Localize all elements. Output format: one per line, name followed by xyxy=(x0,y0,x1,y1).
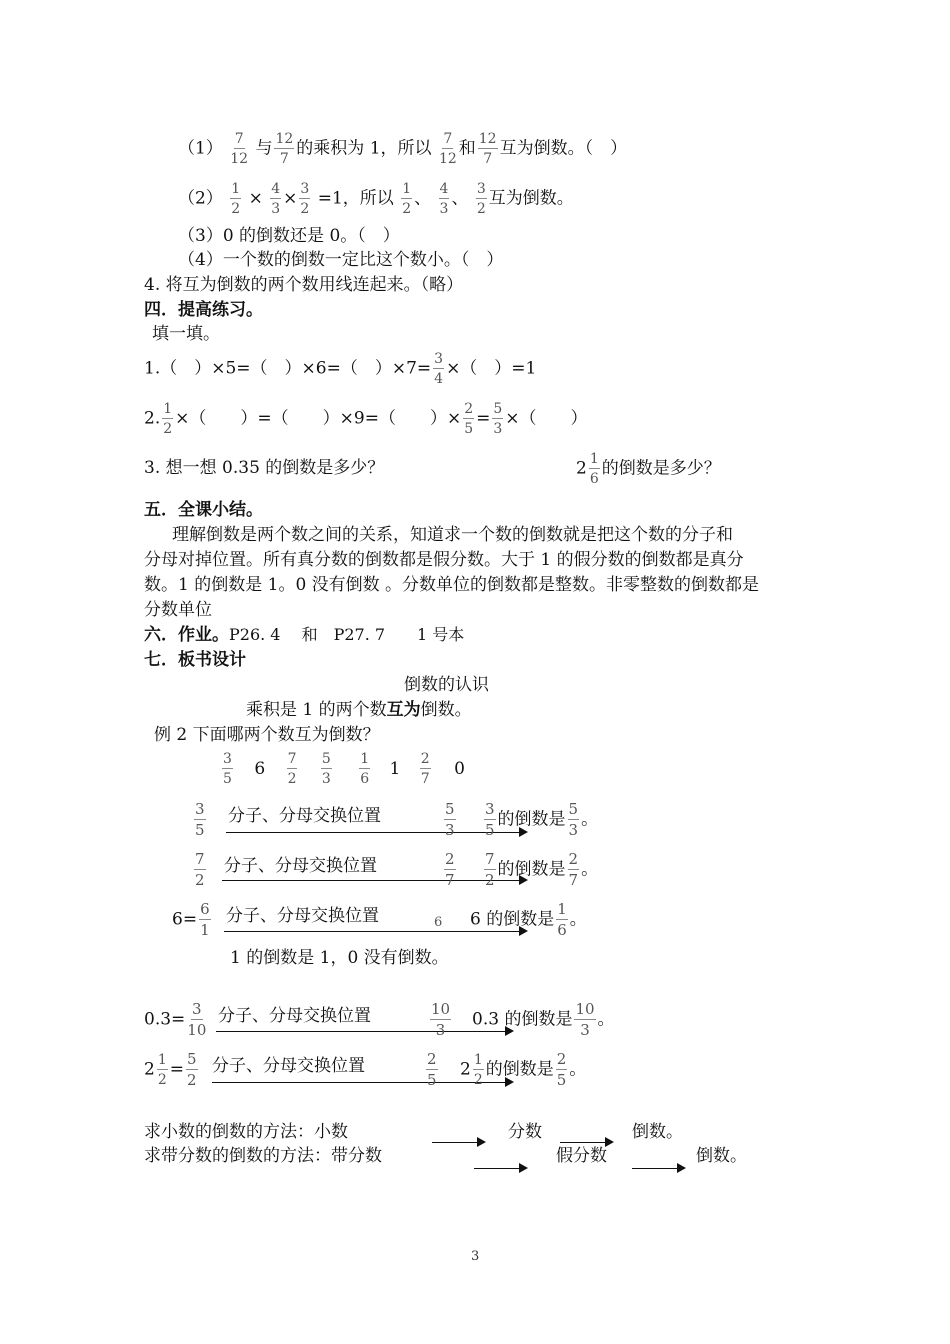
row2-from: $\frac{7}{2}$ xyxy=(195,850,205,889)
section6 xyxy=(144,627,464,644)
practice-3a: 3. 想一想 0.35 的倒数是多少？ xyxy=(144,458,385,478)
example-2: 例 2 下面哪两个数互为倒数？ xyxy=(154,725,380,745)
fill-instruction: 填一填。 xyxy=(152,324,220,344)
fraction: $\frac{3}{2}$ xyxy=(476,181,486,217)
fraction: $\frac{3}{5}$ xyxy=(223,751,232,787)
fraction: $\frac{12}{7}$ xyxy=(478,131,497,167)
section4-title: 四．提高练习。 xyxy=(144,300,263,320)
row3-result: 6 的倒数是 $\frac{1}{6}$ 。 xyxy=(470,900,587,939)
method-mixed-arrow-1 xyxy=(474,1168,526,1169)
fraction: $\frac{1}{2}$ xyxy=(402,181,412,217)
row1-result: $\frac{3}{5}$ 的倒数是 $\frac{5}{3}$ 。 xyxy=(485,800,599,839)
summary-line-4: 分数单位 xyxy=(144,600,212,620)
fraction: $\frac{4}{3}$ xyxy=(439,181,449,217)
row4-result: 0.3 的倒数是 $\frac{10}{3}$ 。 xyxy=(472,1000,615,1039)
fraction: $\frac{4}{3}$ xyxy=(271,181,281,217)
practice-1: 1.（ ）×5=（ ）×6=（ ）×7= $\frac{3}{4}$ ×（ ）=1 xyxy=(144,351,537,387)
row2-result: $\frac{7}{2}$ 的倒数是 $\frac{2}{7}$ 。 xyxy=(485,850,599,889)
fraction: $\frac{1}{6}$ xyxy=(360,751,370,787)
page-number: 3 xyxy=(471,1249,480,1264)
method-mixed-arrow-2 xyxy=(632,1168,684,1169)
q3-item3: （3）0 的倒数还是 0。（ ） xyxy=(178,226,400,246)
fraction: $\frac{12}{7}$ xyxy=(275,131,294,167)
section6-title: 六．作业。 xyxy=(144,625,229,645)
homework-text: P26. 4 和 P27. 7 1 号本 xyxy=(229,625,465,644)
fraction: $\frac{1}{2}$ xyxy=(231,181,241,217)
row3-note: 1 的倒数是 1，0 没有倒数。 xyxy=(230,948,449,968)
fraction: $\frac{5}{3}$ xyxy=(493,401,503,437)
method-decimal-result: 倒数。 xyxy=(632,1122,683,1142)
method-mixed-improper: 假分数 xyxy=(556,1146,607,1166)
row4-swap-label: 分子、分母交换位置 xyxy=(218,1006,371,1026)
q4-text: 4. 将互为倒数的两个数用线连起来。（略） xyxy=(144,275,464,295)
row4-from: 0.3= $\frac{3}{10}$ xyxy=(144,1000,207,1039)
q3-item4: （4）一个数的倒数一定比这个数小。（ ） xyxy=(178,250,504,270)
fraction: $\frac{2}{5}$ xyxy=(464,401,474,437)
section5-title: 五．全课小结。 xyxy=(144,500,263,520)
fraction: $\frac{7}{2}$ xyxy=(287,751,297,787)
row2-swap-label: 分子、分母交换位置 xyxy=(224,856,377,876)
q3-item1: （1） $\frac{7}{12}$ 与 $\frac{12}{7}$ 的乘积为 1，所以 $\frac{7}{12}$ 和 $\frac{12}{7}$ 互为倒数。（ ） xyxy=(178,131,628,167)
row5-swap-label: 分子、分母交换位置 xyxy=(212,1056,365,1076)
practice-2: 2. $\frac{1}{2}$ ×（ ）=（ ）×9=（ ）× $\frac{2}{5}$ = $\frac{5}{3}$ ×（ ） xyxy=(144,401,588,437)
fraction: $\frac{7}{12}$ xyxy=(438,131,457,167)
practice-3b: 2 $\frac{1}{6}$ 的倒数是多少？ xyxy=(576,451,721,487)
method-decimal-arrow-1 xyxy=(432,1142,484,1143)
row3-to: 6 xyxy=(434,915,443,930)
fraction: $\frac{7}{12}$ xyxy=(230,131,249,167)
fraction: $\frac{2}{7}$ xyxy=(420,751,430,787)
fraction: $\frac{1}{2}$ xyxy=(163,401,173,437)
row4-arrow xyxy=(216,1031,512,1032)
number-list: $\frac{3}{5}$ 6 $\frac{7}{2}$ $\frac{5}{3}$ $\frac{1}{6}$ 1 $\frac{2}{7}$ 0 xyxy=(223,751,465,787)
row1-to: $\frac{5}{3}$ xyxy=(445,800,455,839)
board-definition: 乘积是 1 的两个数互为倒数。 xyxy=(246,700,472,720)
row1-from: $\frac{3}{5}$ xyxy=(195,800,205,839)
summary-line-3: 数。1 的倒数是 1。0 没有倒数 。分数单位的倒数都是整数。非零整数的倒数都是 xyxy=(144,575,760,595)
section7-title: 七．板书设计 xyxy=(144,650,246,670)
method-decimal-arrow-2 xyxy=(560,1142,612,1143)
row1-arrow xyxy=(226,832,526,833)
fraction: $\frac{5}{3}$ xyxy=(321,751,331,787)
method-mixed-label: 求带分数的倒数的方法：带分数 xyxy=(144,1146,382,1166)
row4-to: $\frac{10}{3}$ xyxy=(431,1000,451,1039)
fraction: $\frac{1}{6}$ xyxy=(589,451,599,487)
row2-arrow xyxy=(222,880,526,881)
method-decimal-label: 求小数的倒数的方法：小数 xyxy=(144,1122,348,1142)
row5-to: $\frac{2}{5}$ xyxy=(427,1050,437,1089)
row5-result: 2 $\frac{1}{2}$ 的倒数是 $\frac{2}{5}$ 。 xyxy=(460,1050,587,1089)
row1-swap-label: 分子、分母交换位置 xyxy=(228,806,381,826)
method-decimal-fraction: 分数 xyxy=(508,1122,542,1142)
fraction: $\frac{3}{2}$ xyxy=(300,181,310,217)
summary-line-1: 理解倒数是两个数之间的关系，知道求一个数的倒数就是把这个数的分子和 xyxy=(172,525,733,545)
fraction: $\frac{3}{4}$ xyxy=(434,351,444,387)
q3-item2: （2） $\frac{1}{2}$ × $\frac{4}{3}$ × $\frac{3}{2}$ =1，所以 $\frac{1}{2}$ 、 $\frac{4}{3}$ 、 $\frac{3}{2}$ 互为倒数。 xyxy=(178,181,574,217)
row3-from: 6= $\frac{6}{1}$ xyxy=(172,900,210,939)
row2-to: $\frac{2}{7}$ xyxy=(445,850,455,889)
board-title: 倒数的认识 xyxy=(404,675,489,695)
row3-swap-label: 分子、分母交换位置 xyxy=(226,906,379,926)
row5-from: 2 $\frac{1}{2}$ = $\frac{5}{2}$ xyxy=(144,1050,197,1089)
method-mixed-result: 倒数。 xyxy=(696,1146,747,1166)
summary-line-2: 分母对掉位置。所有真分数的倒数都是假分数。大于 1 的假分数的倒数都是真分 xyxy=(144,550,744,570)
